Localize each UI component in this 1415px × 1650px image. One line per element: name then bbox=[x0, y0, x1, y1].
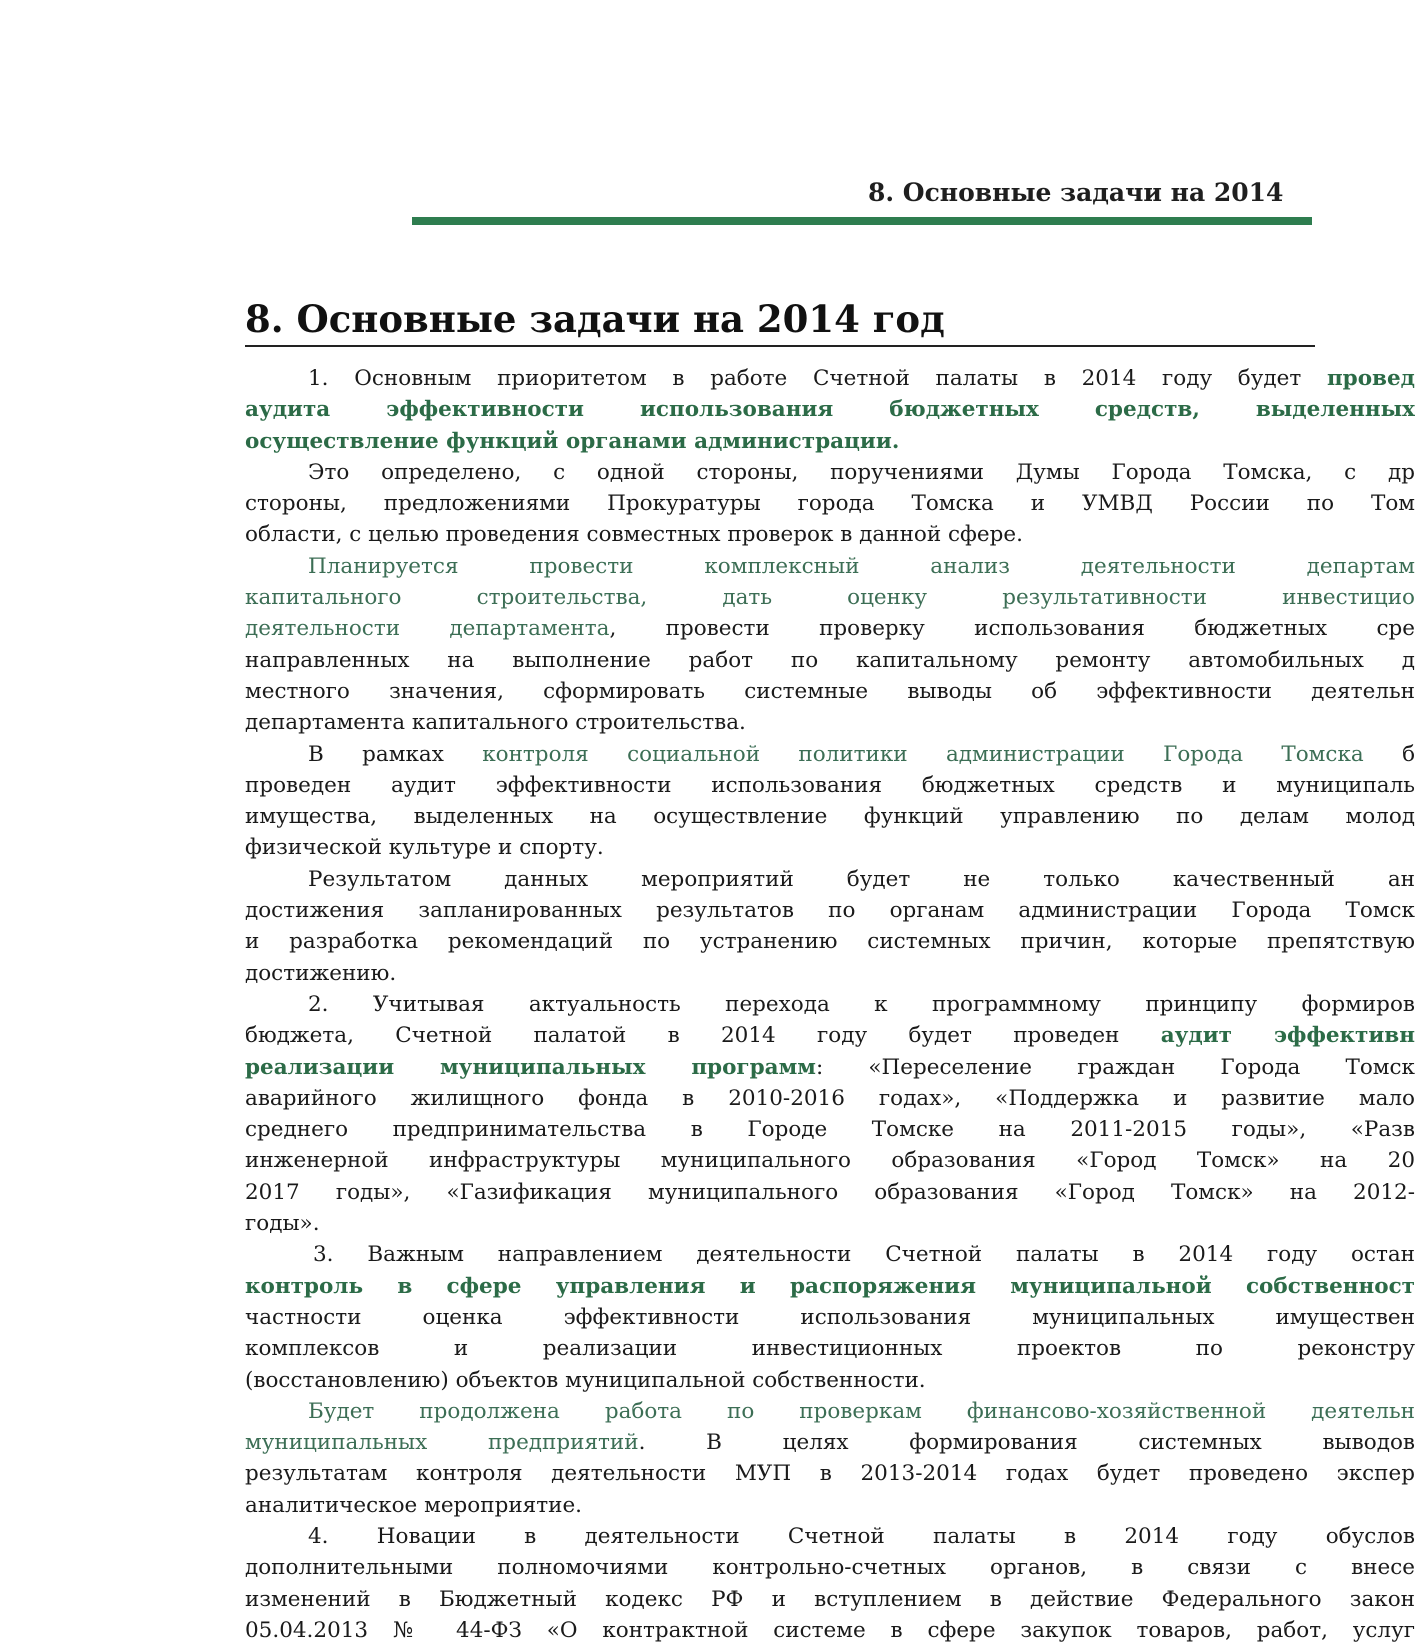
text-span: департамента капитального строительства. bbox=[245, 710, 746, 736]
text-span: и разработка рекомендаций по устранению системных причин, которые препятствую bbox=[245, 929, 1415, 955]
text-span: Результатом данных мероприятий будет не только качественный ан bbox=[308, 866, 1415, 892]
text-line bbox=[245, 519, 1415, 550]
text-line bbox=[245, 801, 1415, 832]
running-header-title: 8. Основные задачи на 2014 bbox=[868, 178, 1284, 207]
text-span: достижения запланированных результатов по органам администрации Города Томск bbox=[245, 898, 1415, 924]
text-line bbox=[245, 645, 1415, 676]
text-line bbox=[245, 1020, 1415, 1051]
text-span: достижению. bbox=[245, 960, 397, 986]
highlight-span: провед bbox=[1326, 366, 1415, 391]
text-span: комплексов и реализации инвестиционных проектов по реконстру bbox=[245, 1336, 1415, 1362]
highlight-span: деятельности департамента bbox=[245, 616, 610, 642]
text-line bbox=[245, 457, 1415, 488]
text-span: (восстановлению) объектов муниципальной собственности. bbox=[245, 1367, 926, 1393]
header-rule bbox=[412, 217, 1312, 225]
text-line bbox=[245, 1114, 1415, 1145]
highlight-span: контроль в сфере управления и распоряжения муниципальной собственност bbox=[245, 1273, 1415, 1299]
text-line bbox=[245, 1145, 1415, 1176]
text-span: б bbox=[1363, 741, 1415, 767]
text-span: результатам контроля деятельности МУП в 2013-2014 годах будет проведено экспер bbox=[245, 1461, 1415, 1487]
highlight-span: капитального строительства, дать оценку результативности инвестицио bbox=[245, 585, 1415, 611]
text-span: аварийного жилищного фонда в 2010-2016 годах», «Поддержка и развитие мало bbox=[245, 1085, 1415, 1111]
text-line bbox=[245, 1427, 1415, 1458]
text-span: Это определено, с одной стороны, поручениями Думы Города Томска, с др bbox=[308, 459, 1415, 485]
body-text bbox=[245, 363, 1415, 1646]
text-line bbox=[245, 582, 1415, 613]
text-line bbox=[245, 1333, 1415, 1364]
text-line bbox=[245, 363, 1415, 394]
text-line bbox=[245, 1552, 1415, 1583]
text-span: бюджета, Счетной палатой в 2014 году будет проведен bbox=[245, 1023, 1161, 1049]
text-span: 3. Важным направлением деятельности Счетной палаты в 2014 году остан bbox=[313, 1242, 1415, 1268]
highlight-span: Будет продолжена работа по проверкам финансово-хозяйственной деятельн bbox=[308, 1398, 1415, 1424]
text-line bbox=[245, 895, 1415, 926]
text-span: , провести проверку использования бюджетных сре bbox=[609, 616, 1415, 642]
text-span: 2. Учитывая актуальность перехода к программному принципу формиров bbox=[308, 991, 1415, 1017]
text-line bbox=[245, 1490, 1415, 1521]
highlight-span: реализации муниципальных программ bbox=[245, 1054, 816, 1080]
text-span: годы». bbox=[245, 1211, 320, 1237]
text-line bbox=[245, 989, 1415, 1020]
text-line bbox=[245, 1396, 1415, 1427]
text-line bbox=[245, 1365, 1415, 1396]
text-line bbox=[245, 707, 1415, 738]
text-line bbox=[245, 926, 1415, 957]
text-line bbox=[245, 770, 1415, 801]
text-line bbox=[245, 394, 1415, 425]
highlight-span: контроля социальной политики администрации Города Томска bbox=[482, 741, 1364, 767]
highlight-span: Планируется провести комплексный анализ деятельности департам bbox=[308, 553, 1415, 579]
text-line bbox=[245, 676, 1415, 707]
text-span: В рамках bbox=[308, 741, 483, 767]
text-span: местного значения, сформировать системные выводы об эффективности деятельн bbox=[245, 678, 1415, 704]
section-title: 8. Основные задачи на 2014 год bbox=[245, 297, 945, 341]
section-rule bbox=[245, 345, 1315, 347]
text-span: области, с целью проведения совместных проверок в данной сфере. bbox=[245, 522, 1023, 548]
text-line bbox=[245, 1302, 1415, 1333]
text-span: изменений в Бюджетный кодекс РФ и вступлением в действие Федерального закон bbox=[245, 1586, 1415, 1612]
text-line bbox=[245, 739, 1415, 770]
text-line bbox=[245, 488, 1415, 519]
text-line bbox=[245, 1177, 1415, 1208]
text-line bbox=[245, 426, 1415, 457]
text-span: 2017 годы», «Газификация муниципального образования «Город Томск» на 2012- bbox=[245, 1179, 1415, 1205]
text-span: 4. Новации в деятельности Счетной палаты в 2014 году обуслов bbox=[308, 1523, 1415, 1549]
text-span: аналитическое мероприятие. bbox=[245, 1492, 583, 1518]
text-line bbox=[245, 832, 1415, 863]
text-line bbox=[245, 1271, 1415, 1302]
text-span: направленных на выполнение работ по капитальному ремонту автомобильных д bbox=[245, 647, 1415, 673]
text-span: дополнительными полномочиями контрольно-счетных органов, в связи с внесе bbox=[245, 1555, 1415, 1581]
text-line bbox=[245, 864, 1415, 895]
text-line bbox=[245, 551, 1415, 582]
text-line bbox=[245, 1208, 1415, 1239]
text-line bbox=[245, 1458, 1415, 1489]
text-span: имущества, выделенных на осуществление функций управлению по делам молод bbox=[245, 804, 1415, 830]
text-line bbox=[245, 1615, 1415, 1646]
text-line bbox=[245, 1239, 1415, 1270]
text-span: проведен аудит эффективности использования бюджетных средств и муниципаль bbox=[245, 772, 1415, 798]
text-line bbox=[245, 1584, 1415, 1615]
text-span: 1. Основным приоритетом в работе Счетной палаты в 2014 году будет bbox=[308, 366, 1327, 391]
text-line bbox=[245, 613, 1415, 644]
text-span: частности оценка эффективности использования муниципальных имуществен bbox=[245, 1304, 1415, 1330]
highlight-span: муниципальных предприятий bbox=[245, 1430, 639, 1456]
text-span: 05.04.2013 № 44-ФЗ «О контрактной системе в сфере закупок товаров, работ, услуг bbox=[245, 1617, 1415, 1643]
text-span: инженерной инфраструктуры муниципального образования «Город Томск» на 20 bbox=[245, 1148, 1415, 1174]
text-line bbox=[245, 1052, 1415, 1083]
text-span: стороны, предложениями Прокуратуры города Томска и УМВД России по Том bbox=[245, 491, 1415, 517]
text-line bbox=[245, 1521, 1415, 1552]
text-span: : «Переселение граждан Города Томск bbox=[815, 1054, 1415, 1080]
text-line bbox=[245, 958, 1415, 989]
text-span: среднего предпринимательства в Городе Томске на 2011-2015 годы», «Разв bbox=[245, 1117, 1415, 1143]
highlight-span: аудит эффективн bbox=[1160, 1023, 1415, 1049]
text-span: физической культуре и спорту. bbox=[245, 835, 604, 861]
text-line bbox=[245, 1083, 1415, 1114]
text-span: . В целях формирования системных выводов bbox=[638, 1430, 1415, 1456]
highlight-span: аудита эффективности использования бюджетных средств, выделенных bbox=[245, 397, 1415, 423]
highlight-span: осуществление функций органами администрации. bbox=[245, 428, 900, 454]
